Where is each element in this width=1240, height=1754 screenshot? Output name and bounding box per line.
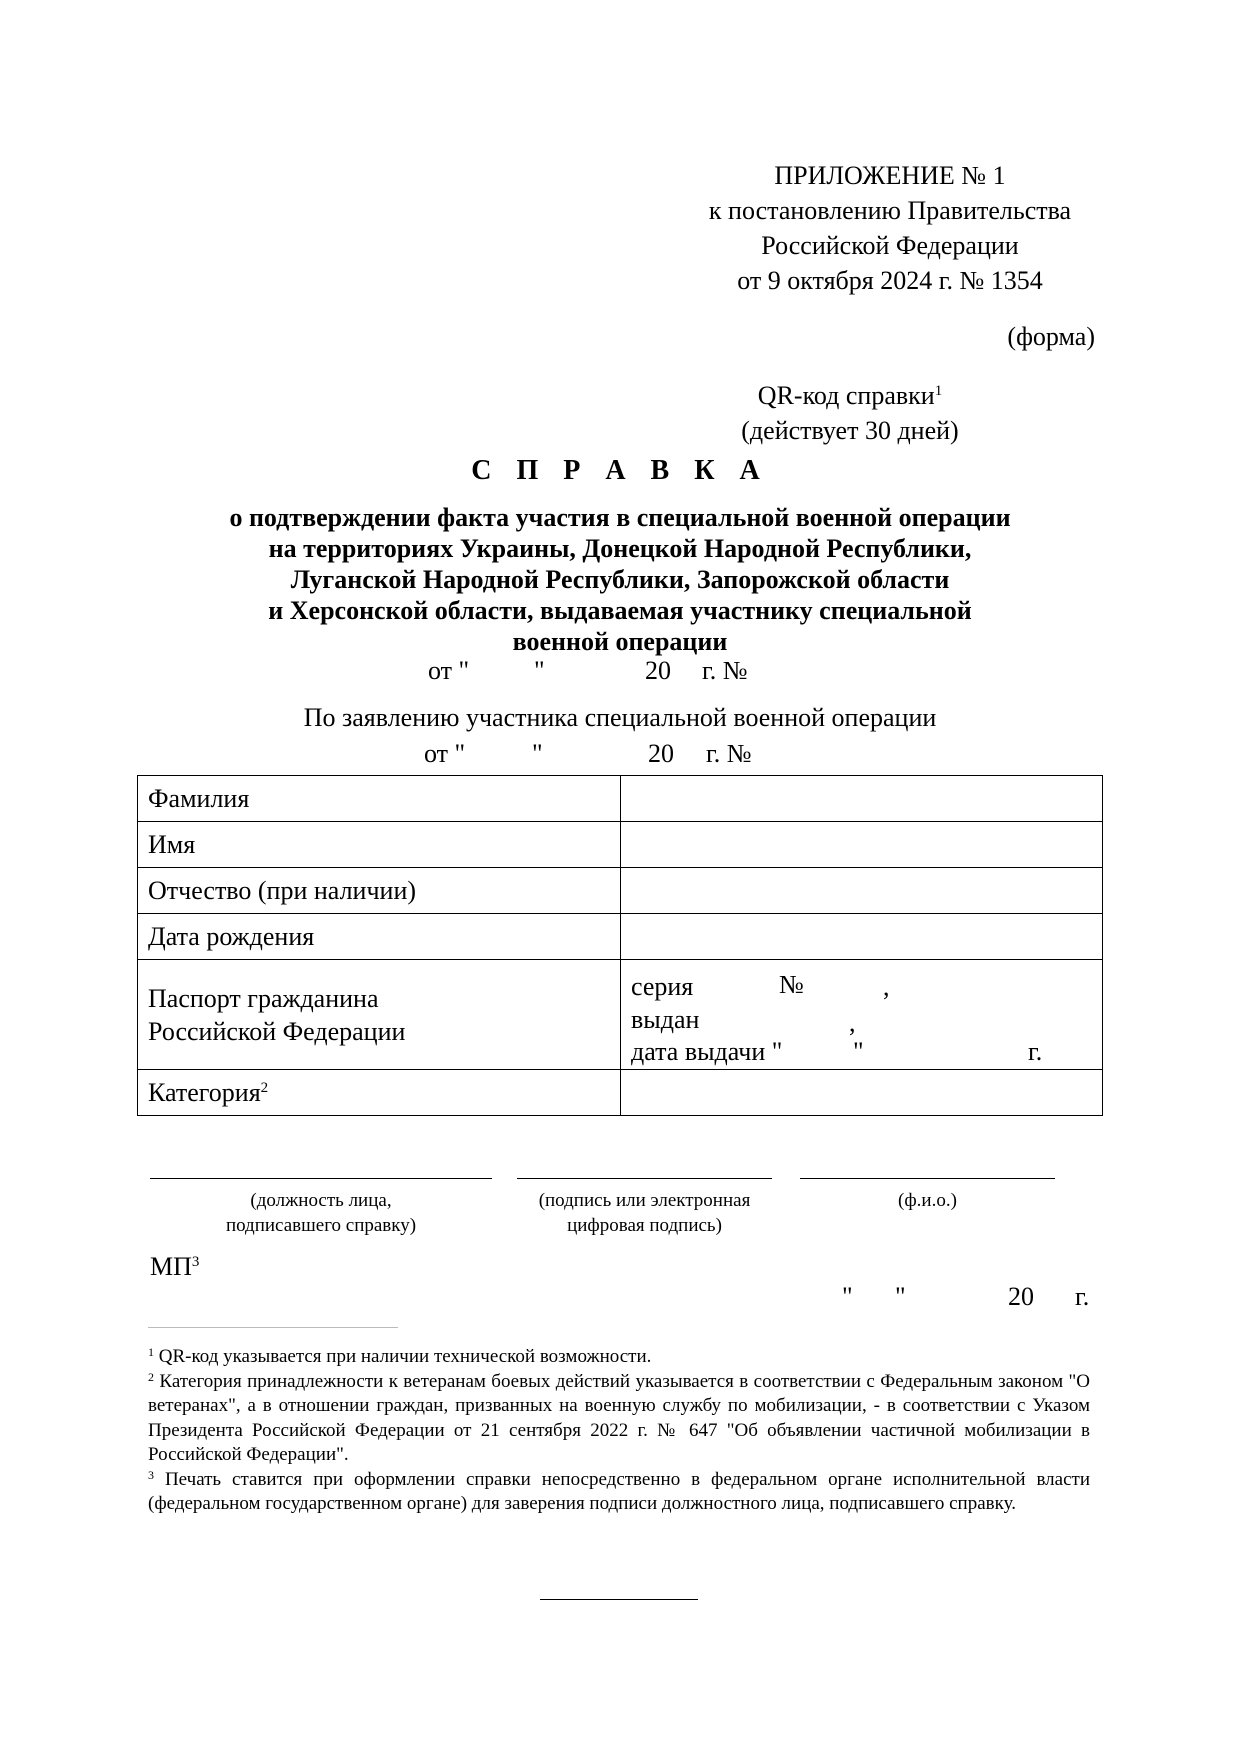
- annex-date: от 9 октября 2024 г. № 1354: [737, 266, 1043, 295]
- passport-year-suffix: г.: [1028, 1037, 1043, 1066]
- form-label: (форма): [1007, 322, 1095, 351]
- date-year: 20: [645, 656, 671, 685]
- subtitle-line: военной операции: [512, 627, 728, 656]
- footnote: [148, 1345, 1090, 1370]
- fio-caption: [800, 1188, 1055, 1213]
- passport-label: [138, 960, 621, 1070]
- sign-date-year: 20: [1008, 1282, 1034, 1311]
- subtitle-line: Луганской Народной Республики, Запорожской области: [290, 565, 950, 594]
- name-value: [621, 822, 1103, 868]
- signature-caption: [517, 1188, 772, 1238]
- end-rule: [540, 1599, 698, 1600]
- personal-data-table: [137, 775, 1103, 1116]
- annex-line: Российской Федерации: [761, 231, 1019, 260]
- qr-label: QR-код справки: [757, 381, 935, 410]
- footnote-separator: [148, 1327, 398, 1328]
- stamp-text: МП: [150, 1252, 192, 1281]
- stamp-label: [150, 1252, 199, 1282]
- passport-label-line: Паспорт гражданина: [148, 983, 379, 1013]
- passport-details: [621, 960, 1103, 1070]
- footnote-text: Категория принадлежности к ветеранам боевых действий указывается в соответствии с Федеральным законом "О ветеранах", а в отношении граждан, призванных на военную службу по мобилизации, - в соответствии с Указом Президента Российской Федерации от 21 сентября 2022 г. № 647 "Об объявлении частичной мобилизации в Российской Федерации".: [148, 1370, 1090, 1465]
- footnote: [148, 1370, 1090, 1468]
- signature-line: [517, 1178, 772, 1179]
- caption-line: (ф.и.о.): [898, 1190, 957, 1211]
- caption-line: (должность лица,: [250, 1190, 392, 1211]
- surname-label: Фамилия: [138, 776, 621, 822]
- sign-date-suffix: г.: [1075, 1282, 1090, 1311]
- table-row: [138, 1070, 1103, 1116]
- surname-value: [621, 776, 1103, 822]
- date-close-quote: ": [532, 739, 543, 768]
- document-subtitle: [0, 502, 1240, 657]
- passport-series: серия: [631, 972, 694, 1001]
- annex-title: ПРИЛОЖЕНИЕ № 1: [774, 161, 1006, 190]
- sign-date-open-quote: ": [842, 1282, 853, 1311]
- passport-quote: ": [853, 1037, 864, 1066]
- passport-comma: ,: [883, 972, 890, 1001]
- application-date-line: [0, 739, 1240, 769]
- name-label: Имя: [138, 822, 621, 868]
- subtitle-line: и Херсонской области, выдаваемая участнику специальной: [268, 596, 972, 625]
- table-row: [138, 914, 1103, 960]
- footnote-text: Печать ставится при оформлении справки непосредственно в федеральном органе исполнительной власти (федеральном государственном органе) для заверения подписи должностного лица, подписавшего справку.: [148, 1468, 1090, 1514]
- passport-comma: ,: [849, 1008, 856, 1037]
- qr-validity: (действует 30 дней): [741, 416, 959, 445]
- sign-date-close-quote: ": [895, 1282, 906, 1311]
- footnote-mark: 3: [191, 1254, 200, 1270]
- date-suffix: г. №: [706, 739, 752, 768]
- footnotes: [148, 1345, 1090, 1517]
- document-title: С П Р А В К А: [471, 455, 769, 486]
- date-year: 20: [648, 739, 674, 768]
- certificate-date-line: [0, 656, 1240, 686]
- position-line: [150, 1178, 492, 1179]
- passport-issued: выдан: [631, 1005, 700, 1034]
- table-row: [138, 776, 1103, 822]
- footnote-text: QR-код указывается при наличии технической возможности.: [158, 1346, 652, 1367]
- date-from: от ": [428, 656, 470, 685]
- category-text: Категория: [148, 1077, 261, 1107]
- fio-line: [800, 1178, 1055, 1179]
- annex-block: [640, 158, 1140, 298]
- caption-line: (подпись или электронная: [538, 1190, 751, 1211]
- subtitle-line: о подтверждении факта участия в специальной военной операции: [229, 503, 1011, 532]
- birth-date-value: [621, 914, 1103, 960]
- footnote-mark: 1: [934, 383, 943, 399]
- birth-date-label: Дата рождения: [138, 914, 621, 960]
- subtitle-line: на территориях Украины, Донецкой Народной Республики,: [268, 534, 972, 563]
- category-label: [138, 1070, 621, 1116]
- table-row: [138, 822, 1103, 868]
- date-from: от ": [424, 739, 466, 768]
- application-line: По заявлению участника специальной военной операции: [303, 703, 937, 732]
- caption-line: подписавшего справку): [225, 1215, 417, 1236]
- category-value: [621, 1070, 1103, 1116]
- footnote: [148, 1468, 1090, 1517]
- footnote-mark: 3: [148, 1467, 154, 1482]
- date-suffix: г. №: [702, 656, 748, 685]
- caption-line: цифровая подпись): [567, 1215, 722, 1236]
- annex-line: к постановлению Правительства: [708, 196, 1072, 225]
- patronymic-value: [621, 868, 1103, 914]
- passport-label-line: Российской Федерации: [148, 1016, 406, 1046]
- passport-number: №: [779, 970, 804, 999]
- patronymic-label: Отчество (при наличии): [138, 868, 621, 914]
- qr-block: [650, 378, 1050, 448]
- footnote-mark: 2: [260, 1079, 269, 1096]
- date-close-quote: ": [534, 656, 545, 685]
- table-row: [138, 868, 1103, 914]
- position-caption: [150, 1188, 492, 1238]
- footnote-mark: 2: [148, 1369, 154, 1384]
- passport-issue-date: дата выдачи ": [631, 1037, 783, 1066]
- footnote-mark: 1: [148, 1345, 154, 1359]
- table-row: [138, 960, 1103, 1070]
